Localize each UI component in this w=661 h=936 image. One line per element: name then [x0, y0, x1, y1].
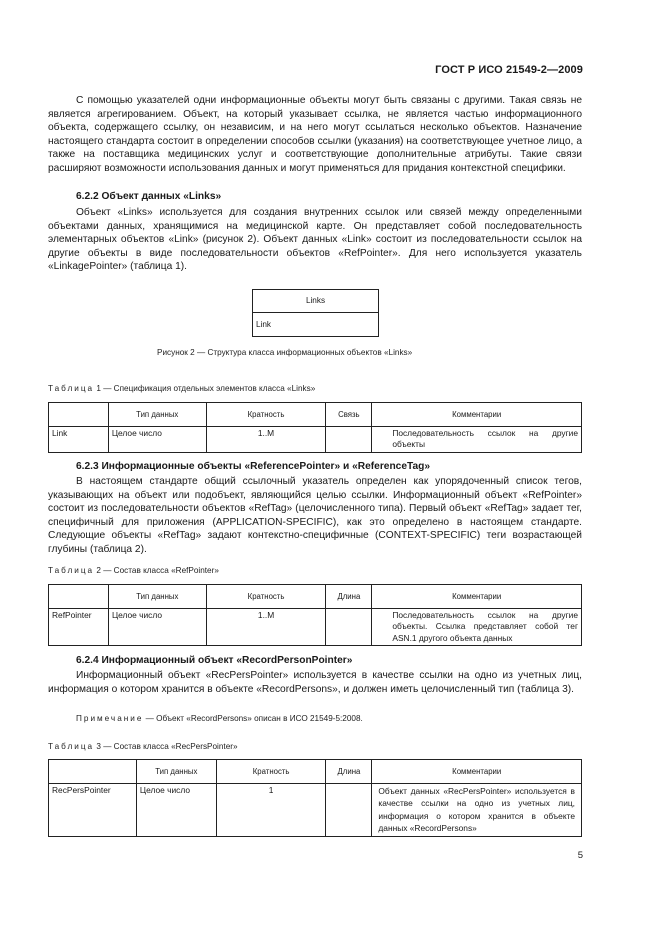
table-2-cell-comments: Последовательность ссылок на другие объекты. Ссылка представляет собой тег ASN.1 другого объекта данных	[372, 609, 582, 646]
table-2-header-name	[49, 585, 109, 609]
table-3-header-row	[49, 760, 582, 784]
table-1-title: 1 — Спецификация отдельных элементов класса «Links»	[96, 384, 316, 393]
table-3-caption	[48, 742, 238, 751]
table-2	[48, 584, 582, 646]
paragraph-links-intro: С помощью указателей одни информационные объекты могут быть связаны с другими. Такая связь не является агрегированием. Объект, на который указывает ссылка, не является частью информационного объекта, содержащего ссылку, он независим, и на него могут ссылаться несколько объектов. Назначение настоящего стандарта состоит в определении способов ссылки (указания) на соответствующее учетное лицо, а также на поставщика медицинских услуг и соответствующие дополнительные атрибуты. Такие связи расширяют возможности использования данных и могут применяться для придания контекстной специфики.	[48, 95, 582, 174]
table-row	[49, 427, 582, 453]
page-number: 5	[577, 850, 583, 861]
table-1-header-name	[49, 403, 109, 427]
table-2-header-length: Длина	[326, 585, 372, 609]
table-1-header-multiplicity: Кратность	[206, 403, 326, 427]
table-2-header-multiplicity: Кратность	[206, 585, 326, 609]
diagram-class-link: Link	[256, 320, 272, 329]
table-3-cell-length	[326, 784, 372, 837]
table-2-cell-type: Целое число	[108, 609, 206, 646]
table-row	[49, 784, 582, 837]
document-header: ГОСТ Р ИСО 21549-2—2009	[435, 64, 583, 76]
table-1-header-type: Тип данных	[108, 403, 206, 427]
table-2-header-row	[49, 585, 582, 609]
table-3-header-name	[49, 760, 137, 784]
table-3-header-type: Тип данных	[136, 760, 216, 784]
table-3-cell-comments: Объект данных «RecPersPointer» используется в качестве ссылки на одно из учетных лиц, информация о котором хранится в объекте данных «RecordPersons»	[372, 784, 582, 837]
table-3-header-comments: Комментарии	[372, 760, 582, 784]
table-1-cell-comments: Последовательность ссылок на другие объекты	[372, 427, 582, 453]
table-1-header-relation: Связь	[326, 403, 372, 427]
table-1-cell-name: Link	[49, 427, 109, 453]
paragraph-refpointer: В настоящем стандарте общий ссылочный указатель определен как упорядоченный список тегов, указывающих на объект или подобъект, являющийся целью ссылки. Информационный объект «RefPointer» состоит из последовательности объектов «RefTag» (целочисленного типа). Первый объект «RefTag» задает тег, специфичный для приложения (APPLICATION-SPECIFIC), как это определено в настоящем стандарте. Следующие объекты «RefTag» задают контекстно-специфичные (CONTEXT-SPECIFIC) теги возрастающей глубины (таблица 2).	[48, 476, 582, 555]
paragraph-recperspointer: Информационный объект «RecPersPointer» используется в качестве ссылки на одно из учетных лиц, информация о котором хранится в объекте «RecordPersons», и должен иметь целочисленный тип (таблица 3).	[48, 670, 582, 695]
figure-2-diagram	[252, 289, 379, 337]
table-1-header-row	[49, 403, 582, 427]
table-3	[48, 759, 582, 837]
table-3-header-length: Длина	[326, 760, 372, 784]
table-row	[49, 609, 582, 646]
table-3-cell-type: Целое число	[136, 784, 216, 837]
table-3-cell-name: RecPersPointer	[49, 784, 137, 837]
table-2-cell-name: RefPointer	[49, 609, 109, 646]
paragraph-links-object: Объект «Links» используется для создания внутренних ссылок или связей между определенными объектами данных, хранящимися на медицинской карте. Он представляет собой последовательность элементарных объектов «Link» (рисунок 2). Объект данных «Link» состоит из последовательности ссылок на другие объекты в виде последовательности объектов «RefPointer». Для него используется указатель «LinkagePointer» (таблица 1).	[48, 207, 582, 273]
table-2-caption	[48, 566, 219, 575]
figure-2-caption: Рисунок 2 — Структура класса информационных объектов «Links»	[157, 348, 413, 357]
note-label: Примечание	[76, 714, 144, 723]
section-6-2-2-heading: 6.2.2 Объект данных «Links»	[76, 191, 222, 202]
table-1-cell-multiplicity: 1..M	[206, 427, 326, 453]
table-1	[48, 402, 582, 453]
table-2-header-comments: Комментарии	[372, 585, 582, 609]
note	[76, 714, 363, 723]
table-1-caption	[48, 384, 315, 393]
diagram-class-links: Links	[253, 290, 378, 313]
table-2-cell-multiplicity: 1..M	[206, 609, 326, 646]
section-6-2-4-heading: 6.2.4 Информационный объект «RecordPersonPointer»	[76, 655, 353, 666]
table-2-header-type: Тип данных	[108, 585, 206, 609]
table-3-cell-multiplicity: 1	[216, 784, 326, 837]
section-6-2-3-heading: 6.2.3 Информационные объекты «ReferencePointer» и «ReferenceTag»	[76, 461, 431, 472]
table-1-cell-relation	[326, 427, 372, 453]
table-1-cell-type: Целое число	[108, 427, 206, 453]
table-2-title: 2 — Состав класса «RefPointer»	[96, 566, 219, 575]
note-text: — Объект «RecordPersons» описан в ИСО 21549-5:2008.	[145, 714, 363, 723]
table-3-title: 3 — Состав класса «RecPersPointer»	[96, 742, 238, 751]
table-1-label: Таблица	[48, 384, 95, 393]
table-2-cell-length	[326, 609, 372, 646]
table-3-label: Таблица	[48, 742, 95, 751]
table-2-label: Таблица	[48, 566, 95, 575]
table-1-header-comments: Комментарии	[372, 403, 582, 427]
table-3-header-multiplicity: Кратность	[216, 760, 326, 784]
